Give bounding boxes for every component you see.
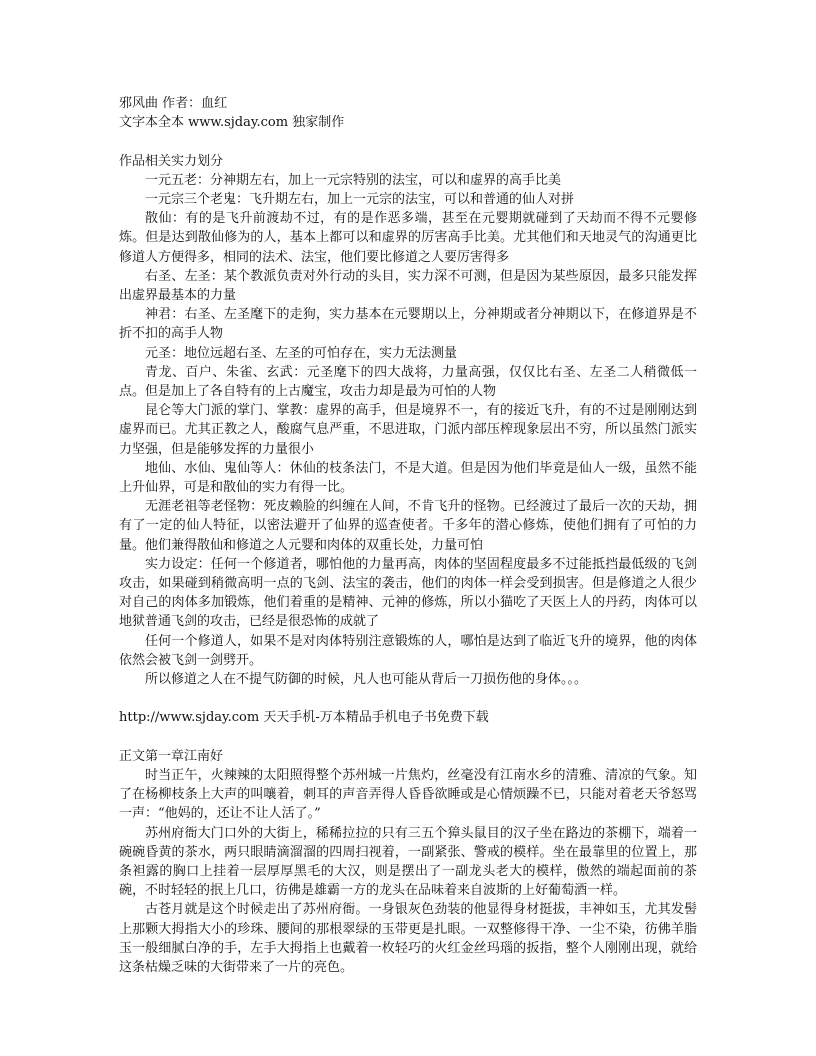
paragraph: 实力设定：任何一个修道者，哪怕他的力量再高，肉体的坚固程度最多不过能抵挡最低级的飞剑攻击，如果碰到稍微高明一点的飞剑、法宝的袭击，他们的肉体一样会受到损害。但是修道之人很少对自己的肉体多加锻炼，他们着重的是精神、元神的修炼，所以小猫吃了天医上人的丹药，肉体可以地狱普通飞剑的攻击，已经是很恐怖的成就了 — [119, 556, 697, 630]
source-line: 文字本全本 www.sjday.com 独家制作 — [119, 115, 345, 131]
paragraph: 苏州府衙大门口外的大街上，稀稀拉拉的只有三五个獐头鼠目的汉子坐在路边的茶棚下，端着一碗碗昏黄的茶水，两只眼睛滴溜溜的四周扫视着，一副紧张、警戒的模样。坐在最靠里的位置上，那条袒露的胸口上挂着一层厚厚黑毛的大汉，则是摆出了一副龙头老大的模样，傲然的端起面前的茶碗，不时轻轻的抿上几口，彷佛是雄霸一方的龙头在品味着来自波斯的上好葡萄酒一样。 — [119, 825, 697, 899]
paragraph: 神君：右圣、左圣麾下的走狗，实力基本在元婴期以上，分神期或者分神期以下，在修道界是不折不扣的高手人物 — [119, 307, 697, 342]
paragraph: 青龙、百户、朱雀、玄武：元圣麾下的四大战将，力量高强，仅仅比右圣、左圣二人稍微低一点。但是加上了各自特有的上古魔宝，攻击力却是最为可怕的人物 — [119, 364, 697, 400]
paragraph: 任何一个修道人，如果不是对肉体特别注意锻炼的人，哪怕是达到了临近飞升的境界，他的肉体依然会被飞剑一剑劈开。 — [119, 633, 697, 668]
title-line: 邪风曲 作者：血红 — [119, 96, 228, 111]
paragraph: 一元宗三个老鬼：飞升期左右，加上一元宗的法宝，可以和普通的仙人对拼 — [145, 192, 575, 207]
blank-line — [119, 132, 697, 151]
section-heading: 作品相关实力划分 — [119, 153, 224, 169]
paragraph: 无涯老祖等老怪物：死皮赖脸的纠缠在人间，不肯飞升的怪物。已经渡过了最后一次的天劫，拥有了一定的仙人特征，以密法避开了仙界的巡查使者。千多年的潜心修炼，使他们拥有了可怕的力量。他们兼得散仙和修道之人元婴和肉体的双重长处，力量可怕 — [119, 499, 697, 553]
paragraph: 右圣、左圣：某个教派负责对外行动的头目，实力深不可测，但是因为某些原因，最多只能发挥出虚界最基本的力量 — [119, 268, 697, 304]
paragraph: 元圣：地位远超右圣、左圣的可怕存在，实力无法测量 — [145, 345, 458, 361]
paragraph: 昆仑等大门派的掌门、掌教：虚界的高手，但是境界不一，有的接近飞升，有的不过是刚刚达到虚界而已。尤其正教之人，酸腐气息严重，不思进取，门派内部压榨现象层出不穷，所以虽然门派实力坚强，但是能够发挥的力量很小 — [119, 403, 697, 457]
paragraph: 时当正午，火辣辣的太阳照得整个苏州城一片焦灼，丝毫没有江南水乡的清雅、清凉的气象。知了在杨柳枝条上大声的叫嚷着，刺耳的声音弄得人昏昏欲睡或是心情烦躁不已，只能对着老天爷怒骂一声：“他妈的，还让不让人活了。” — [119, 768, 697, 822]
chapter-heading: 正文第一章江南好 — [119, 748, 224, 764]
paragraph: 所以修道之人在不提气防御的时候，凡人也可能从背后一刀损伤他的身体。。。 — [145, 672, 588, 688]
blank-line — [119, 689, 697, 708]
paragraph: 散仙：有的是飞升前渡劫不过，有的是作恶多端，甚至在元婴期就碰到了天劫而不得不元婴修炼。但是达到散仙修为的人，基本上都可以和虚界的厉害高手比美。尤其他们和天地灵气的沟通更比修道人方便得多，相同的法术、法宝，他们要比修道之人要厉害得多 — [119, 211, 697, 265]
ad-line: http://www.sjday.com 天天手机-万本精品手机电子书免费下载 — [119, 710, 489, 726]
blank-line — [119, 728, 697, 747]
paragraph: 地仙、水仙、鬼仙等人：休仙的枝条法门，不是大道。但是因为他们毕竟是仙人一级，虽然不能上升仙界，可是和散仙的实力有得一比。 — [119, 460, 697, 496]
paragraph: 古苍月就是这个时候走出了苏州府衙。一身银灰色劲装的他显得身材挺拔，丰神如玉，尤其发髻上那颗大拇指大小的珍珠、腰间的那根翠绿的玉带更是扎眼。一双整修得干净、一尘不染，彷佛羊脂玉一般细腻白净的手，左手大拇指上也戴着一枚轻巧的火红金丝玛瑙的扳指，整个人刚刚出现，就给这条枯燥乏味的大街带来了一片的亮色。 — [119, 902, 697, 976]
document-page — [119, 94, 697, 977]
paragraph: 一元五老：分神期左右，加上一元宗特别的法宝，可以和虚界的高手比美 — [145, 172, 562, 188]
